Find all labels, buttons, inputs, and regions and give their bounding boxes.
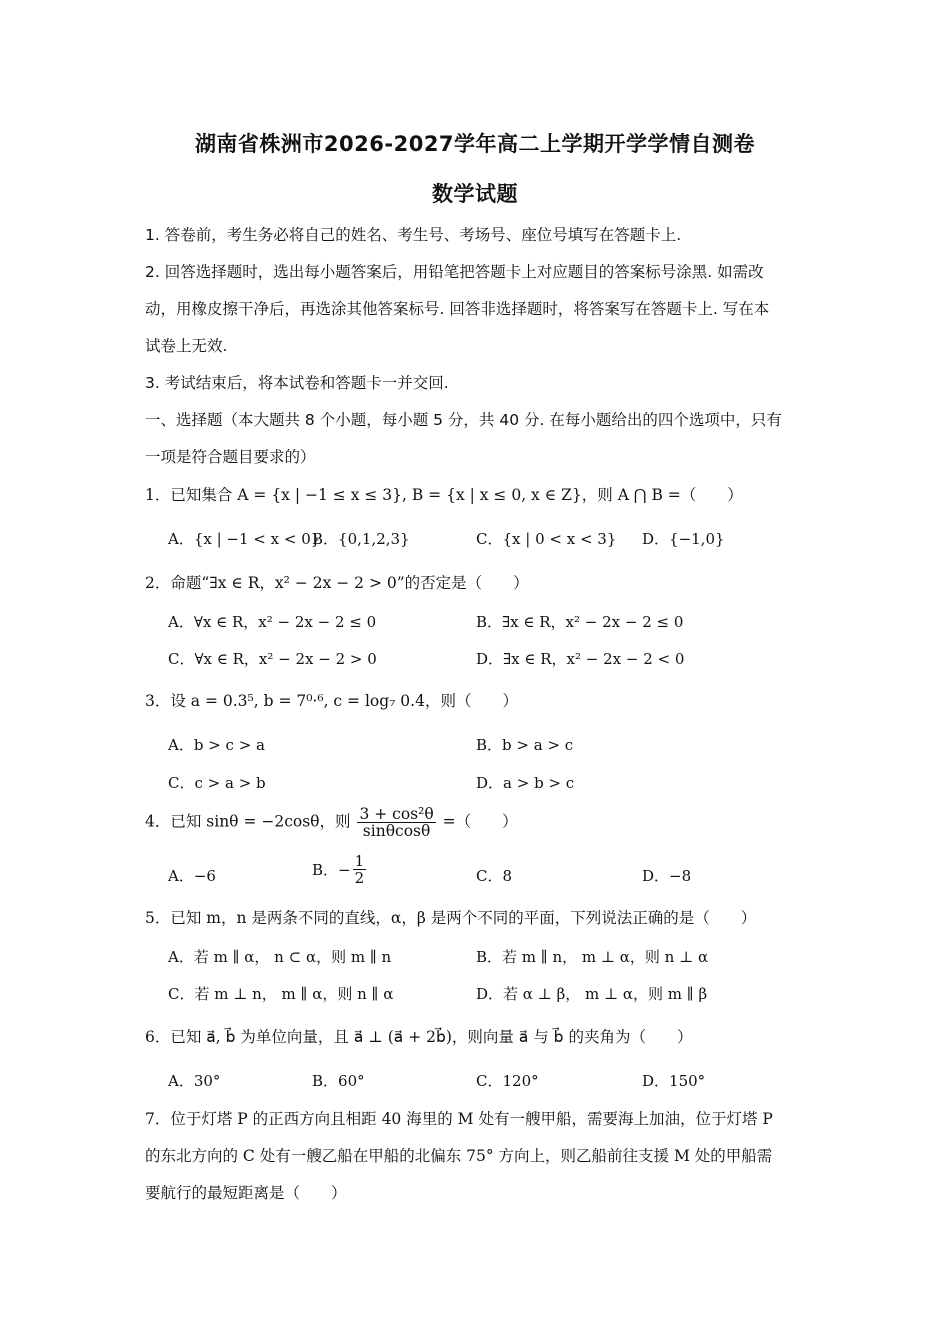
question-3-stem: 3．设 a = 0.3⁵, b = 7⁰·⁶, c = log₇ 0.4，则（ ）	[145, 692, 518, 710]
question-6-option-b: B．60°	[312, 1072, 365, 1090]
question-4-stem-post: =（ ）	[442, 812, 518, 831]
question-4-option-b	[312, 853, 368, 886]
question-1-option-d: D．{−1,0}	[642, 530, 725, 548]
question-3-option-d: D．a > b > c	[476, 774, 575, 792]
question-4-stem-pre: 4．已知 sinθ = −2cosθ，则	[145, 812, 351, 831]
question-5-option-c: C．若 m ⊥ n， m ∥ α，则 n ∥ α	[168, 985, 394, 1003]
question-4-option-b-fraction	[353, 853, 367, 886]
question-4-option-b-prefix: B．−	[312, 861, 351, 879]
question-3-option-c: C．c > a > b	[168, 774, 266, 792]
instruction-3: 3. 考试结束后，将本试卷和答题卡一并交回.	[145, 374, 449, 392]
question-5-option-d: D．若 α ⊥ β， m ⊥ α，则 m ∥ β	[476, 985, 708, 1003]
section-heading-line1: 一、选择题（本大题共 8 个小题，每小题 5 分，共 40 分. 在每小题给出的四个选项中，只有	[145, 411, 782, 429]
question-4-option-a: A．−6	[168, 867, 216, 885]
question-4-option-b-denominator: 2	[354, 869, 365, 887]
question-4-option-d: D．−8	[642, 867, 692, 885]
section-heading-line2: 一项是符合题目要求的）	[145, 448, 316, 466]
question-2-option-d: D．∃x ∈ R，x² − 2x − 2 < 0	[476, 650, 685, 668]
question-4-fraction-numerator: 3 + cos²θ	[359, 805, 434, 823]
question-2-option-b: B．∃x ∈ R，x² − 2x − 2 ≤ 0	[476, 613, 684, 631]
question-4-option-c: C．8	[476, 867, 513, 885]
question-3-option-b: B．b > a > c	[476, 736, 574, 754]
question-4-fraction-denominator: sinθcosθ	[362, 822, 431, 840]
question-5-option-a: A．若 m ∥ α， n ⊂ α，则 m ∥ n	[168, 948, 392, 966]
question-2-option-c: C．∀x ∈ R，x² − 2x − 2 > 0	[168, 650, 377, 668]
question-3-option-a: A．b > c > a	[168, 736, 265, 754]
page-title: 湖南省株洲市2026-2027学年高二上学期开学学情自测卷	[194, 132, 756, 156]
question-4-fraction	[357, 806, 435, 839]
question-5-stem: 5．已知 m，n 是两条不同的直线，α，β 是两个不同的平面，下列说法正确的是（ ）	[145, 909, 757, 927]
question-7-line3: 要航行的最短距离是（ ）	[145, 1184, 347, 1202]
instruction-2-line3: 试卷上无效.	[145, 337, 228, 355]
instruction-2-line1: 2. 回答选择题时，选出每小题答案后，用铅笔把答题卡上对应题目的答案标号涂黑. 如需改	[145, 263, 764, 281]
question-6-option-d: D．150°	[642, 1072, 706, 1090]
question-1-stem: 1．已知集合 A = {x | −1 ≤ x ≤ 3}, B = {x | x ≤ 0, x ∈ Z}，则 A ⋂ B =（ ）	[145, 486, 743, 504]
question-2-option-a: A．∀x ∈ R，x² − 2x − 2 ≤ 0	[168, 613, 377, 631]
question-5-option-b: B．若 m ∥ n， m ⊥ α，则 n ⊥ α	[476, 948, 709, 966]
question-6-stem: 6．已知 a⃗, b⃗ 为单位向量，且 a⃗ ⊥ (a⃗ + 2b⃗)，则向量 a⃗ 与 b⃗ 的夹角为（ ）	[145, 1028, 693, 1046]
question-6-option-c: C．120°	[476, 1072, 539, 1090]
question-1-option-a: A．{x | −1 < x < 0}	[168, 530, 321, 548]
question-1-option-c: C．{x | 0 < x < 3}	[476, 530, 617, 548]
question-2-stem: 2．命题“∃x ∈ R，x² − 2x − 2 > 0”的否定是（ ）	[145, 574, 529, 592]
question-7-line2: 的东北方向的 C 处有一艘乙船在甲船的北偏东 75° 方向上，则乙船前往支援 M 处的甲船需	[145, 1147, 773, 1165]
question-4-stem	[145, 806, 815, 839]
instruction-1: 1. 答卷前，考生务必将自己的姓名、考生号、考场号、座位号填写在答题卡上.	[145, 226, 682, 244]
question-1-option-b: B．{0,1,2,3}	[312, 530, 410, 548]
question-4-option-b-numerator: 1	[354, 852, 365, 870]
page-subtitle: 数学试题	[432, 182, 518, 206]
question-7-line1: 7．位于灯塔 P 的正西方向且相距 40 海里的 M 处有一艘甲船，需要海上加油，位于灯塔 P	[145, 1110, 773, 1128]
question-6-option-a: A．30°	[168, 1072, 221, 1090]
instruction-2-line2: 动，用橡皮擦干净后，再选涂其他答案标号. 回答非选择题时，将答案写在答题卡上. 写在本	[145, 300, 770, 318]
